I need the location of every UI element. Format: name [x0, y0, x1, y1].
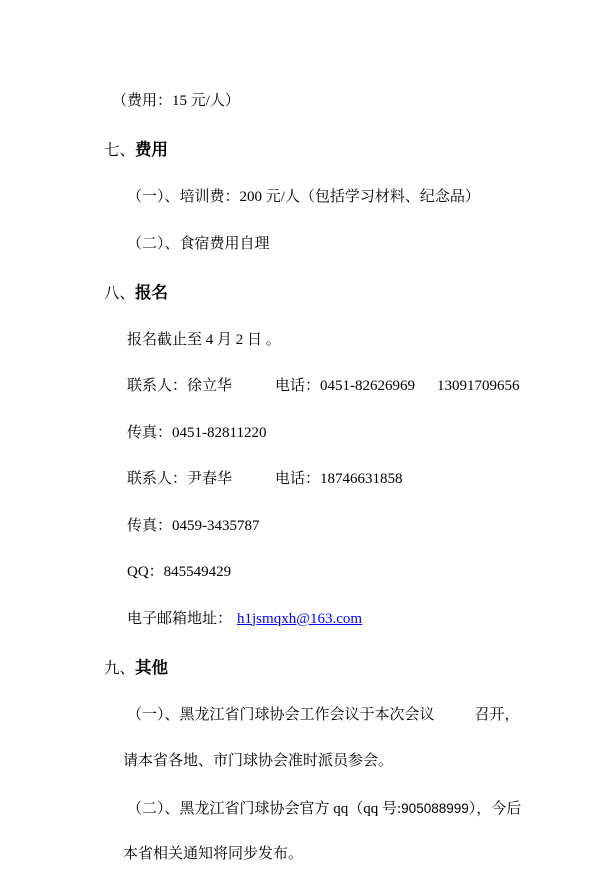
section-8-heading	[104, 277, 600, 309]
registration-deadline: 报名截止至 4 月 2 日 。	[127, 331, 281, 348]
fee-note: （费用：15 元/人）	[112, 93, 240, 109]
section-7-title: 费用	[135, 140, 169, 159]
section-7-item-1: （一）、培训费：200 元/人（包括学习材料、纪念品）	[127, 189, 480, 205]
contact-1-name: 联系人：徐立华	[127, 378, 233, 394]
contact-row-1	[127, 371, 600, 403]
section-9-item-1-after-blank: 召开，	[474, 706, 520, 723]
section-8-title: 报名	[135, 282, 169, 302]
section-9-item-2-line-2: 本省相关通知将同步发布。	[123, 846, 304, 862]
contact-2-name: 联系人：尹春华	[127, 471, 233, 487]
section-7-item-2: （二）、食宿费用自理	[127, 235, 270, 252]
section-9-item-2-line-1	[127, 793, 600, 825]
section-7-number: 七、	[104, 142, 136, 159]
section-7-heading	[104, 134, 600, 166]
section-9-number: 九、	[104, 659, 136, 677]
email-row	[127, 604, 600, 636]
section-9-item-1-line-1	[127, 700, 600, 732]
contact-2-phone: 电话：18746631858	[275, 471, 403, 487]
section-9-item-2-suffix: ），今后	[468, 800, 522, 817]
email-link[interactable]: h1jsmqxh@163.com	[237, 610, 363, 627]
contact-1-mobile: 13091709656	[437, 378, 520, 394]
section-9-item-1-text: （一）、黑龙江省门球协会工作会议于本次会议	[127, 706, 435, 723]
contact-1-phone: 电话：0451-82626969	[275, 378, 416, 394]
section-9-item-2-prefix: （二）、黑龙江省门球协会官方 qq（qq 号:	[127, 800, 402, 817]
fax-row-2: 传真：0459-3435787	[127, 517, 260, 534]
section-8-number: 八、	[104, 284, 136, 302]
qq-row: QQ：845549429	[127, 564, 232, 580]
section-9-item-1-line-2: 请本省各地、市门球协会准时派员参会。	[123, 753, 394, 769]
email-label: 电子邮箱地址：	[127, 610, 233, 627]
section-9-heading	[104, 652, 600, 684]
official-qq-number: 905088999	[401, 800, 469, 816]
contact-row-2	[127, 464, 600, 496]
fax-row-1: 传真：0451-82811220	[127, 424, 267, 441]
section-9-title: 其他	[135, 657, 169, 677]
